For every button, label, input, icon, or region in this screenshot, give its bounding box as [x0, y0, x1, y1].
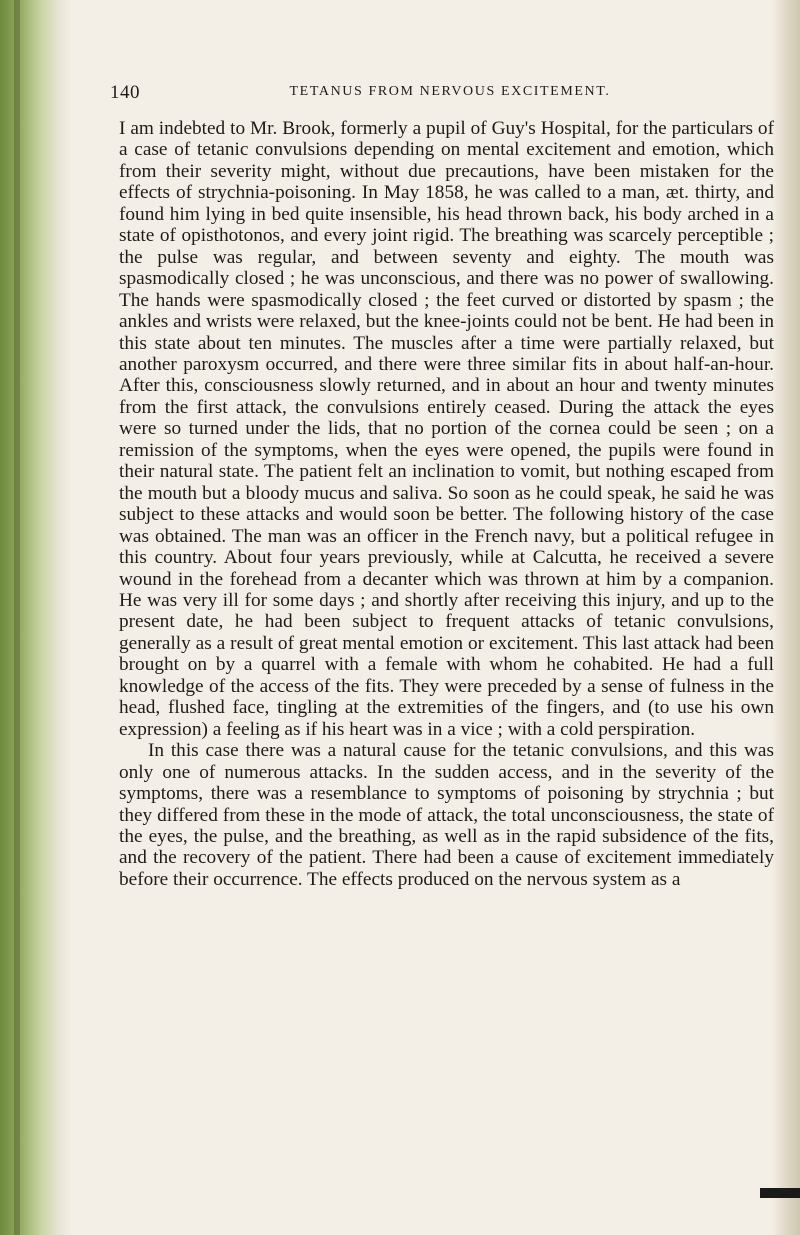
- book-page: [98, 76, 778, 890]
- body-text: [119, 118, 774, 890]
- paragraph-case-report: I am indebted to Mr. Brook, formerly a pupil of Guy's Hospital, for the particulars of a case of tetanic convulsions depending on mental excitement and emotion, which from their severity might, without due precautions, have been mistaken for the effects of strychnia-poisoning. In May 1858, he was called to a man, æt. thirty, and found him lying in bed quite insensible, his head thrown back, his body arched in a state of opisthotonos, and every joint rigid. The breathing was scarcely perceptible ; the pulse was regular, and between seventy and eighty. The mouth was spasmodically closed ; he was unconscious, and there was no power of swallowing. The hands were spasmodically closed ; the feet curved or distorted by spasm ; the ankles and wrists were relaxed, but the knee-joints could not be bent. He had been in this state about ten minutes. The muscles after a time were partially relaxed, but another paroxysm occurred, and there were three similar fits in about half-an-hour. After this, consciousness slowly returned, and in about an hour and twenty minutes from the first attack, the convulsions entirely ceased. During the attack the eyes were so turned under the lids, that no portion of the cornea could be seen ; on a remission of the symptoms, when the eyes were opened, the pupils were found in their natural state. The patient felt an inclination to vomit, but nothing escaped from the mouth but a bloody mucus and saliva. So soon as he could speak, he said he was subject to these attacks and would soon be better. The following history of the case was obtained. The man was an officer in the French navy, but a political refugee in this country. About four years previously, while at Calcutta, he received a severe wound in the forehead from a decanter which was thrown at him by a companion. He was very ill for some days ; and shortly after receiving this injury, and up to the present date, he had been subject to frequent attacks of tetanic convulsions, generally as a result of great mental emotion or excitement. This last attack had been brought on by a quarrel with a female with whom he cohabited. He had a full knowledge of the access of the fits. They were preceded by a sense of fulness in the head, flushed face, tingling at the extremities of the fingers, and (to use his own expression) a feeling as if his heart was in a vice ; with a cold perspiration.: [119, 118, 774, 740]
- book-binding-edge: [0, 0, 72, 1235]
- facing-page-edge: [772, 0, 800, 1235]
- page-number: 140: [110, 82, 140, 103]
- binding-shadow: [14, 0, 20, 1235]
- running-title: TETANUS FROM NERVOUS EXCITEMENT.: [289, 84, 611, 99]
- paragraph-commentary: In this case there was a natural cause for the tetanic convulsions, and this was only one of numerous attacks. In the sudden access, and in the severity of the symptoms, there was a resemblance to symptoms of poisoning by strychnia ; but they differed from these in the mode of attack, the total unconsciousness, the state of the eyes, the pulse, and the breathing, as well as in the rapid subsidence of the fits, and the recovery of the patient. There had been a cause of excitement immediately before their occurrence. The effects produced on the nervous system as a: [119, 740, 774, 890]
- running-head: [98, 76, 778, 104]
- page-corner-shadow: [760, 1188, 800, 1198]
